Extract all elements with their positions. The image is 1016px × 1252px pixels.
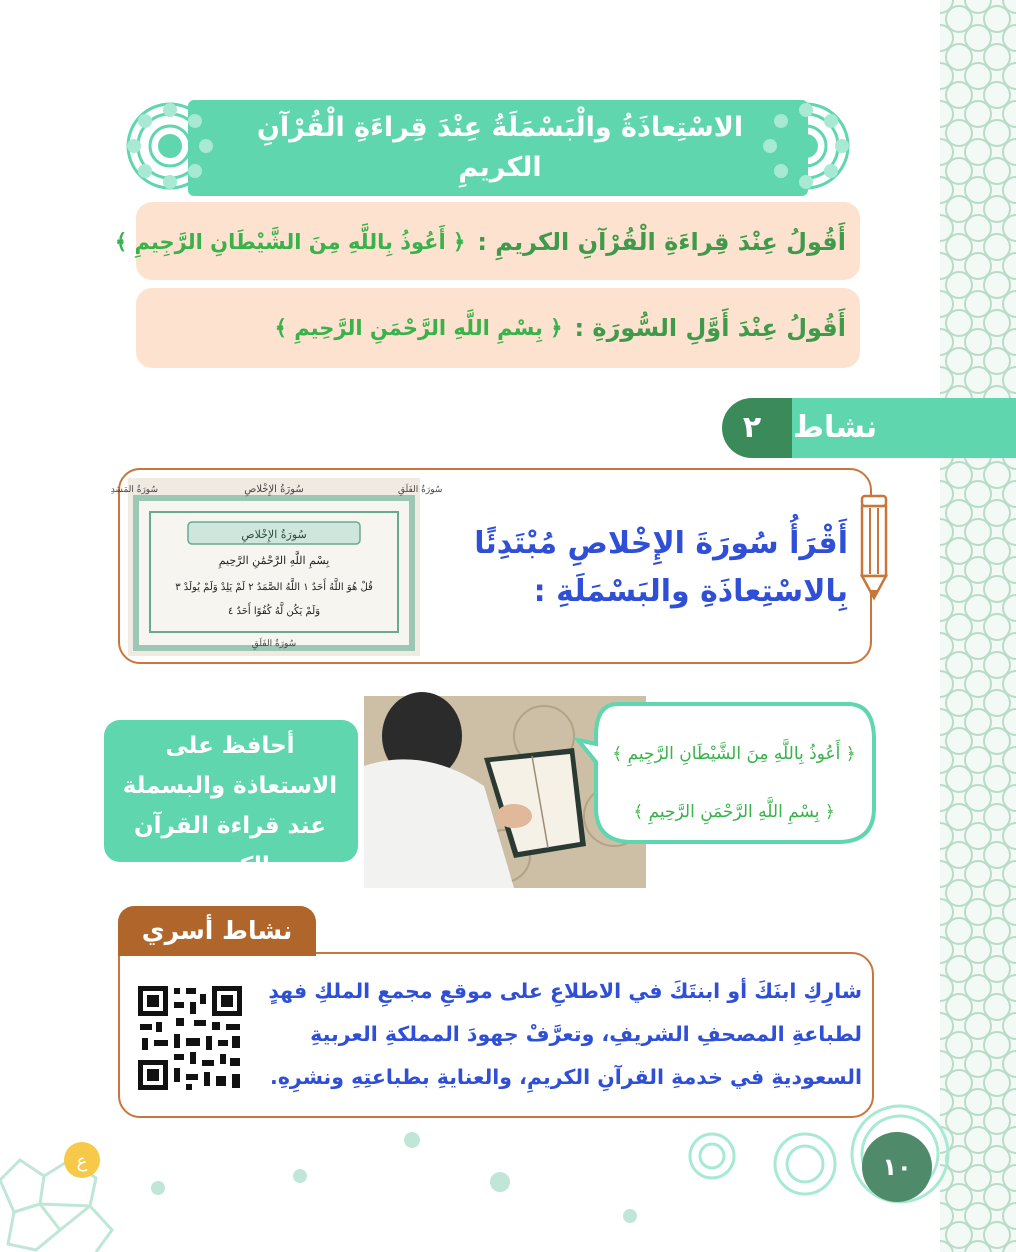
bubble-basmala: ﴿ بِسْمِ اللَّهِ الرَّحْمَنِ الرَّحِيمِ ﴾: [633, 802, 835, 822]
side-pattern-decoration: [940, 0, 1016, 1252]
svg-text:ع: ع: [76, 1151, 88, 1172]
basmala-row: [150, 308, 846, 348]
qr-code-icon[interactable]: [134, 982, 246, 1094]
isti-adha-label: أَقُولُ عِنْدَ قِراءَةِ الْقُرْآنِ الكريمِ :: [477, 228, 846, 256]
basmala-label: أَقُولُ عِنْدَ أَوَّلِ السُّورَةِ :: [574, 314, 846, 342]
activity-instruction: أَقْرَأُ سُورَةَ الإِخْلاصِ مُبْتَدِئًا بِالاسْتِعاذَةِ والبَسْمَلَةِ :: [474, 526, 848, 609]
page-number: ١٠: [882, 1153, 912, 1181]
mushaf-verse-line1: قُلْ هُوَ اللَّهُ أَحَدٌ ١ اللَّهُ الصَّمَدُ ٢ لَمْ يَلِدْ وَلَمْ يُولَدْ ٣: [175, 582, 373, 593]
mushaf-verse-line2: وَلَمْ يَكُن لَّهُ كُفُوًا أَحَدٌ ٤: [227, 606, 321, 617]
bubble-isti-adha: ﴿ أَعُوذُ بِاللَّهِ مِنَ الشَّيْطَانِ الرَّجِيمِ ﴾: [612, 744, 856, 764]
mushaf-surah-title: سُورَةُ الإِخْلاصِ: [241, 528, 307, 541]
page-title: الاسْتِعاذَةُ والْبَسْمَلَةُ عِنْدَ قِراءَةِ الْقُرْآنِ الكريمِ: [256, 112, 744, 183]
isti-adha-verse: ﴿ أَعُوذُ بِاللَّهِ مِنَ الشَّيْطَانِ الرَّجِيمِ ﴾: [114, 230, 466, 254]
mushaf-top-middle: سُورَةُ الإِخْلاصِ: [244, 484, 304, 495]
mushaf-bottom: سُورَةُ الفَلَقِ: [251, 639, 297, 649]
family-activity-text: شارِكِ ابنَكَ أو ابنتَكَ في الاطلاعِ على موقعِ مجمعِ الملكِ فهدٍ لطباعةِ المصحفِ الشريفِ، وتعرَّفْ جهودَ المملكةِ العربيةِ السعوديةِ في خدمةِ القرآنِ الكريمِ، والعنايةِ بطباعتِهِ ونشرِهِ.: [268, 979, 862, 1089]
isti-adha-row: [114, 222, 846, 262]
mushaf-top-left: سُورَةُ الفَلَقِ: [398, 485, 443, 495]
mushaf-photo: [110, 478, 443, 656]
pencil-icon: [856, 492, 892, 602]
basmala-verse: ﴿ بِسْمِ اللَّهِ الرَّحْمَنِ الرَّحِيمِ ﴾: [274, 316, 563, 340]
mushaf-top-right: سُورَةُ المَسَدِ: [110, 485, 158, 495]
mushaf-bismillah: بِسْمِ اللَّهِ الرَّحْمَٰنِ الرَّحِيمِ: [218, 554, 330, 567]
family-activity-label: نشاط أسري: [141, 916, 293, 945]
rosette-right-icon: [760, 100, 852, 192]
activity-label: نشاط: [792, 410, 878, 445]
rosette-left-icon: [124, 100, 216, 192]
reminder-text: أحافظ على الاستعاذة والبسملة عند قراءة القرآن الكريم.: [122, 733, 338, 879]
activity-number: ٢: [742, 410, 762, 445]
